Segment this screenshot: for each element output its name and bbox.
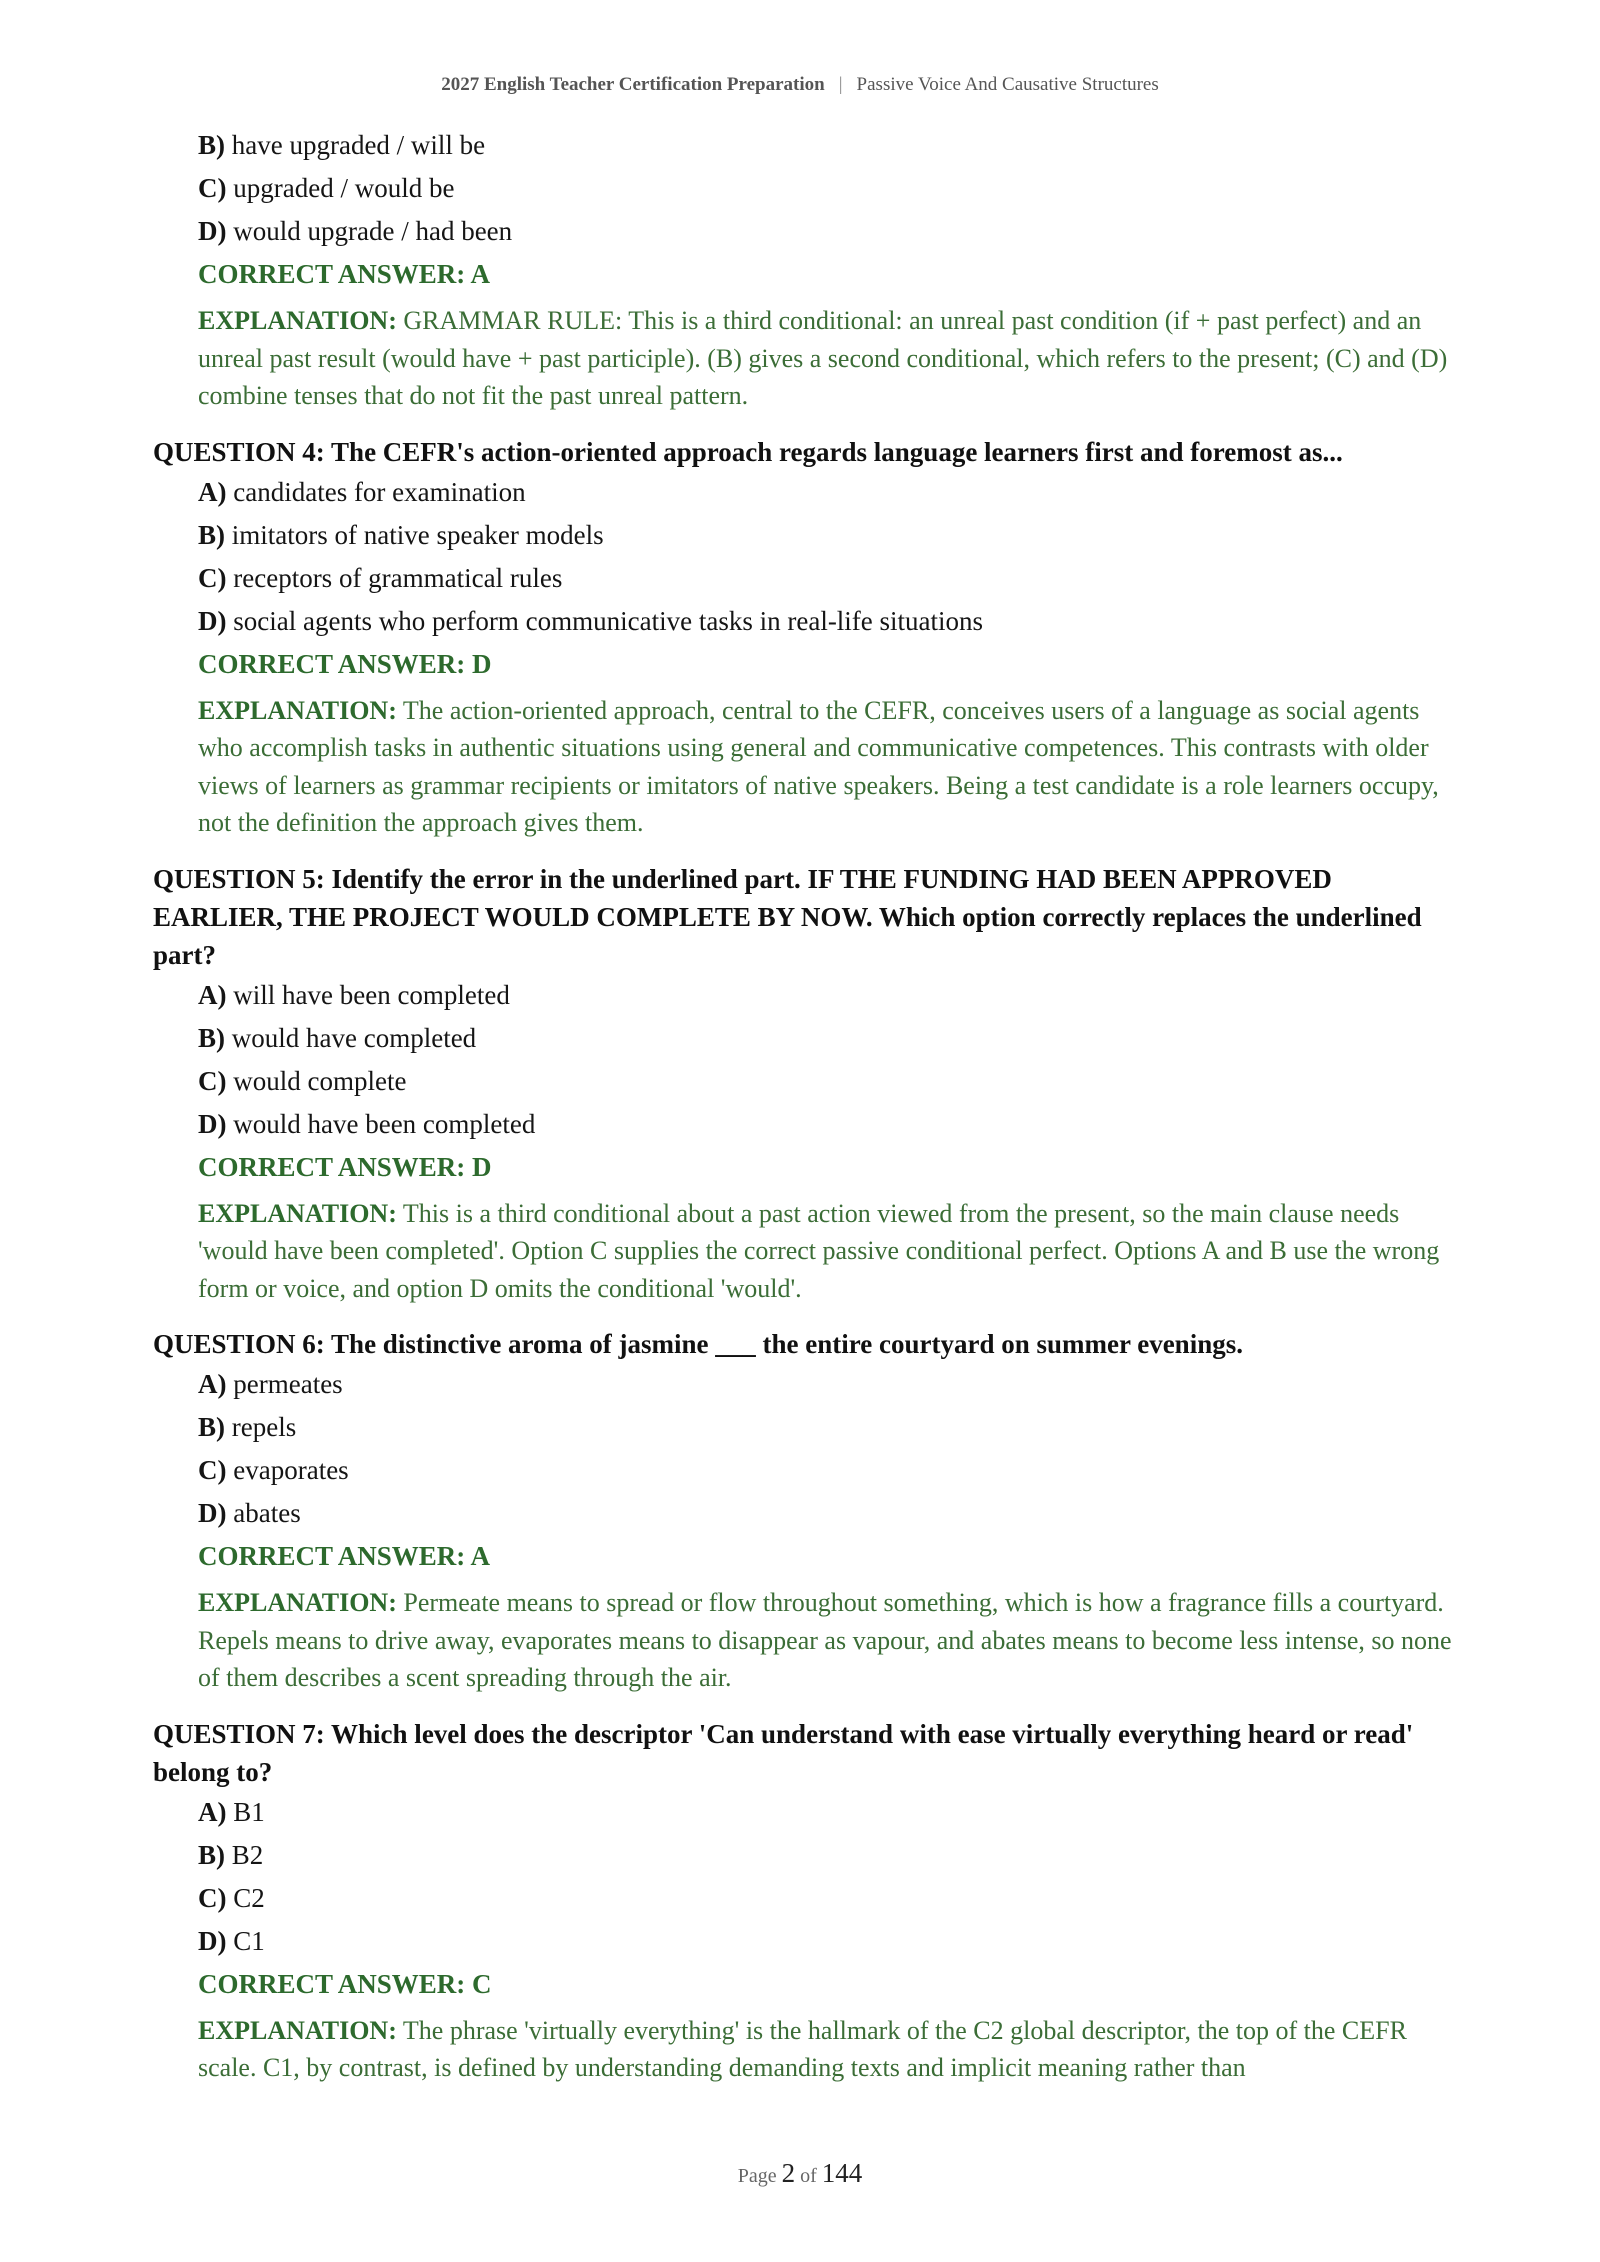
- option-text: would upgrade / had been: [233, 216, 513, 246]
- explanation-label: EXPLANATION:: [198, 1588, 397, 1617]
- question-block-5: [153, 860, 1453, 1308]
- option-c: [198, 563, 1453, 593]
- option-d: [198, 606, 1453, 636]
- option-d: [198, 216, 1453, 246]
- option-d: [198, 1498, 1453, 1528]
- correct-answer: CORRECT ANSWER: A: [198, 259, 491, 289]
- option-a: [198, 477, 1453, 507]
- option-a: [198, 1369, 1453, 1399]
- option-b: [198, 1412, 1453, 1442]
- correct-answer: CORRECT ANSWER: C: [198, 1968, 492, 1999]
- option-text: C1: [233, 1925, 265, 1956]
- option-letter: B): [198, 519, 225, 550]
- option-b: [198, 520, 1453, 550]
- option-letter: B): [198, 1839, 225, 1870]
- page-word: Page: [737, 2165, 777, 2187]
- explanation-text: This is a third conditional about a past action viewed from the present, so the main clause needs 'would have been completed'. Option C supplies the correct passive conditional perfect. Options A and B use the wrong form or voice, and option D omits the conditional 'would'.: [198, 1198, 1440, 1303]
- option-letter: B): [198, 1022, 225, 1053]
- option-text: candidates for examination: [233, 476, 526, 507]
- option-letter: A): [198, 476, 227, 507]
- question-text: QUESTION 7: Which level does the descriptor 'Can understand with ease virtually everything heard or read' belong to?: [153, 1718, 1414, 1787]
- option-letter: D): [198, 1925, 227, 1956]
- option-text: receptors of grammatical rules: [233, 562, 563, 593]
- option-c: [198, 1455, 1453, 1485]
- explanation-text: Permeate means to spread or flow throughout something, which is how a fragrance fills a courtyard. Repels means to drive away, evaporates means to disappear as vapour, and abates means to become less intense, so none of them describes a scent spreading through the air.: [198, 1588, 1452, 1692]
- question-text: QUESTION 6: The distinctive aroma of jasmine ___ the entire courtyard on summer evenings.: [153, 1329, 1243, 1359]
- correct-answer: CORRECT ANSWER: D: [198, 1151, 492, 1182]
- option-letter: D): [198, 216, 227, 246]
- option-text: would have completed: [231, 1022, 477, 1053]
- page-content: [153, 130, 1453, 2105]
- option-letter: D): [198, 1108, 227, 1139]
- option-letter: C): [198, 1882, 227, 1913]
- option-text: B2: [231, 1839, 264, 1870]
- option-c: [198, 1066, 1453, 1096]
- explanation-text: GRAMMAR RULE: This is a third conditional: an unreal past condition (if + past perfect) and an unreal past result (would have + past participle). (B) gives a second conditional, which refers to the present; (C) and (D) combine tenses that do not fit the past unreal pattern.: [198, 306, 1448, 410]
- question-block-7: [153, 1715, 1453, 2087]
- option-letter: C): [198, 1065, 227, 1096]
- option-text: have upgraded / will be: [231, 130, 486, 160]
- of-word: of: [800, 2165, 817, 2187]
- option-text: B1: [233, 1796, 265, 1827]
- correct-answer: CORRECT ANSWER: D: [198, 648, 492, 679]
- option-letter: A): [198, 1369, 227, 1399]
- question-block-3: [153, 130, 1453, 415]
- option-d: [198, 1109, 1453, 1139]
- explanation-label: EXPLANATION:: [198, 695, 397, 725]
- question-text: QUESTION 5: Identify the error in the underlined part. IF THE FUNDING HAD BEEN APPROVED EARLIER, THE PROJECT WOULD COMPLETE BY NOW. Which option correctly replaces the underlined part?: [153, 863, 1422, 970]
- option-text: upgraded / would be: [233, 173, 455, 203]
- page-number: 2: [781, 2158, 796, 2188]
- option-letter: B): [198, 1412, 225, 1442]
- option-text: evaporates: [233, 1455, 349, 1485]
- explanation: [198, 2012, 1453, 2087]
- option-letter: B): [198, 130, 225, 160]
- header-section: Passive Voice And Causative Structures: [856, 74, 1159, 95]
- explanation-label: EXPLANATION:: [198, 2015, 397, 2045]
- option-text: repels: [231, 1412, 297, 1442]
- explanation: [198, 1584, 1453, 1697]
- explanation-label: EXPLANATION:: [198, 1198, 397, 1228]
- option-text: permeates: [233, 1369, 343, 1399]
- explanation: [198, 302, 1453, 415]
- option-b: [198, 130, 1453, 160]
- option-d: [198, 1926, 1453, 1956]
- option-letter: A): [198, 979, 227, 1010]
- explanation-label: EXPLANATION:: [198, 306, 397, 335]
- option-text: would have been completed: [233, 1108, 536, 1139]
- page-header: [0, 74, 1600, 96]
- total-pages: 144: [821, 2158, 863, 2188]
- option-text: imitators of native speaker models: [231, 519, 604, 550]
- option-text: C2: [233, 1882, 265, 1913]
- option-text: social agents who perform communicative tasks in real-life situations: [233, 605, 984, 636]
- question-block-4: [153, 433, 1453, 842]
- option-a: [198, 980, 1453, 1010]
- option-letter: C): [198, 173, 227, 203]
- page-footer: [0, 2158, 1600, 2189]
- option-letter: D): [198, 605, 227, 636]
- correct-answer: CORRECT ANSWER: A: [198, 1541, 491, 1571]
- option-letter: C): [198, 562, 227, 593]
- option-text: will have been completed: [233, 979, 510, 1010]
- question-text: QUESTION 4: The CEFR's action-oriented approach regards language learners first and foremost as...: [153, 436, 1343, 467]
- option-b: [198, 1840, 1453, 1870]
- option-text: would complete: [233, 1065, 407, 1096]
- option-letter: A): [198, 1796, 227, 1827]
- explanation-text: The phrase 'virtually everything' is the hallmark of the C2 global descriptor, the top of the CEFR scale. C1, by contrast, is defined by understanding demanding texts and implicit meaning rather than: [198, 2015, 1407, 2082]
- header-title: 2027 English Teacher Certification Preparation: [441, 74, 825, 95]
- header-separator: |: [838, 74, 843, 95]
- option-b: [198, 1023, 1453, 1053]
- explanation: [198, 1195, 1453, 1308]
- question-block-6: [153, 1325, 1453, 1697]
- option-letter: D): [198, 1498, 227, 1528]
- explanation: [198, 692, 1453, 842]
- option-c: [198, 173, 1453, 203]
- option-c: [198, 1883, 1453, 1913]
- option-a: [198, 1797, 1453, 1827]
- option-letter: C): [198, 1455, 227, 1485]
- explanation-text: The action-oriented approach, central to the CEFR, conceives users of a language as social agents who accomplish tasks in authentic situations using general and communicative competences. This contrasts with older views of learners as grammar recipients or imitators of native speakers. Being a test candidate is a role learners occupy, not the definition the approach gives them.: [198, 695, 1439, 837]
- option-text: abates: [233, 1498, 301, 1528]
